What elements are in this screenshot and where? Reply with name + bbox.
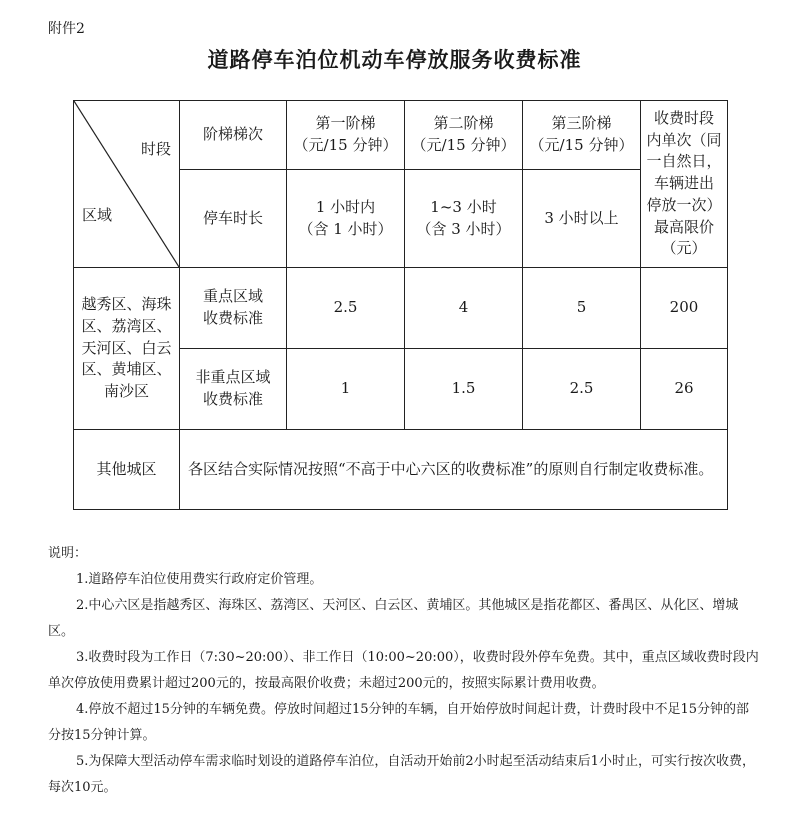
diag-label-period: 时段 xyxy=(140,140,171,158)
note-item: 5.为保障大型活动停车需求临时划设的道路停车泊位，自活动开始前2小时起至活动结束后1小时止，可实行按次收费，每次10元。 xyxy=(48,754,755,795)
note-item: 2.中心六区是指越秀区、海珠区、荔湾区、天河区、白云区、黄埔区。其他城区是指花都区、番禺区、从化区、增城区。 xyxy=(48,598,739,639)
key-area-tier1: 2.5 xyxy=(287,268,405,349)
diagonal-header-cell xyxy=(74,101,180,268)
key-area-tier3: 5 xyxy=(523,268,641,349)
central-districts-cell: 越秀区、海珠 区、荔湾区、 天河区、白云 区、黄埔区、 南沙区 xyxy=(74,268,180,430)
note-item: 3.收费时段为工作日（7:30~20:00）、非工作日（10:00~20:00），收费时段外停车免费。其中，重点区域收费时段内单次停放使用费累计超过200元的，按最高限价收费；未超过200元的，按照实际累计费用收费。 xyxy=(48,650,759,691)
other-districts-note: 各区结合实际情况按照“不高于中心六区的收费标准”的原则自行制定收费标准。 xyxy=(180,430,728,510)
key-area-tier2: 4 xyxy=(405,268,523,349)
tier3-header: 第三阶梯 （元/15 分钟） xyxy=(523,101,641,170)
duration3-cell: 3 小时以上 xyxy=(523,170,641,268)
note-item: 1.道路停车泊位使用费实行政府定价管理。 xyxy=(76,572,323,587)
tier2-header: 第二阶梯 （元/15 分钟） xyxy=(405,101,523,170)
tier1-header: 第一阶梯 （元/15 分钟） xyxy=(287,101,405,170)
table-row xyxy=(74,430,728,510)
note-item: 4.停放不超过15分钟的车辆免费。停放时间超过15分钟的车辆，自开始停放时间起计费，计费时段中不足15分钟的部分按15分钟计算。 xyxy=(48,702,750,743)
non-key-area-tier3: 2.5 xyxy=(523,349,641,430)
non-key-area-max: 26 xyxy=(641,349,728,430)
duration-label-cell: 停车时长 xyxy=(180,170,287,268)
duration1-cell: 1 小时内 （含 1 小时） xyxy=(287,170,405,268)
attachment-label: 附件2 xyxy=(48,21,85,37)
non-key-area-tier1: 1 xyxy=(287,349,405,430)
row-label-key-area: 重点区域 收费标准 xyxy=(180,268,287,349)
duration2-cell: 1~3 小时 （含 3 小时） xyxy=(405,170,523,268)
table-header-row xyxy=(74,101,728,170)
non-key-area-tier2: 1.5 xyxy=(405,349,523,430)
diagonal-line xyxy=(74,101,179,267)
notes-heading: 说明： xyxy=(48,546,88,561)
table-row xyxy=(74,268,728,349)
key-area-max: 200 xyxy=(641,268,728,349)
max-price-header: 收费时段 内单次（同 一自然日， 车辆进出 停放一次） 最高限价 （元） xyxy=(641,101,728,268)
fee-standard-table xyxy=(73,100,728,510)
document-title: 道路停车泊位机动车停放服务收费标准 xyxy=(207,48,582,72)
other-districts-label: 其他城区 xyxy=(74,430,180,510)
notes-section xyxy=(48,541,760,801)
diag-label-area: 区域 xyxy=(82,206,113,225)
row-label-non-key-area: 非重点区域 收费标准 xyxy=(180,349,287,430)
tier-label-cell: 阶梯梯次 xyxy=(180,101,287,170)
